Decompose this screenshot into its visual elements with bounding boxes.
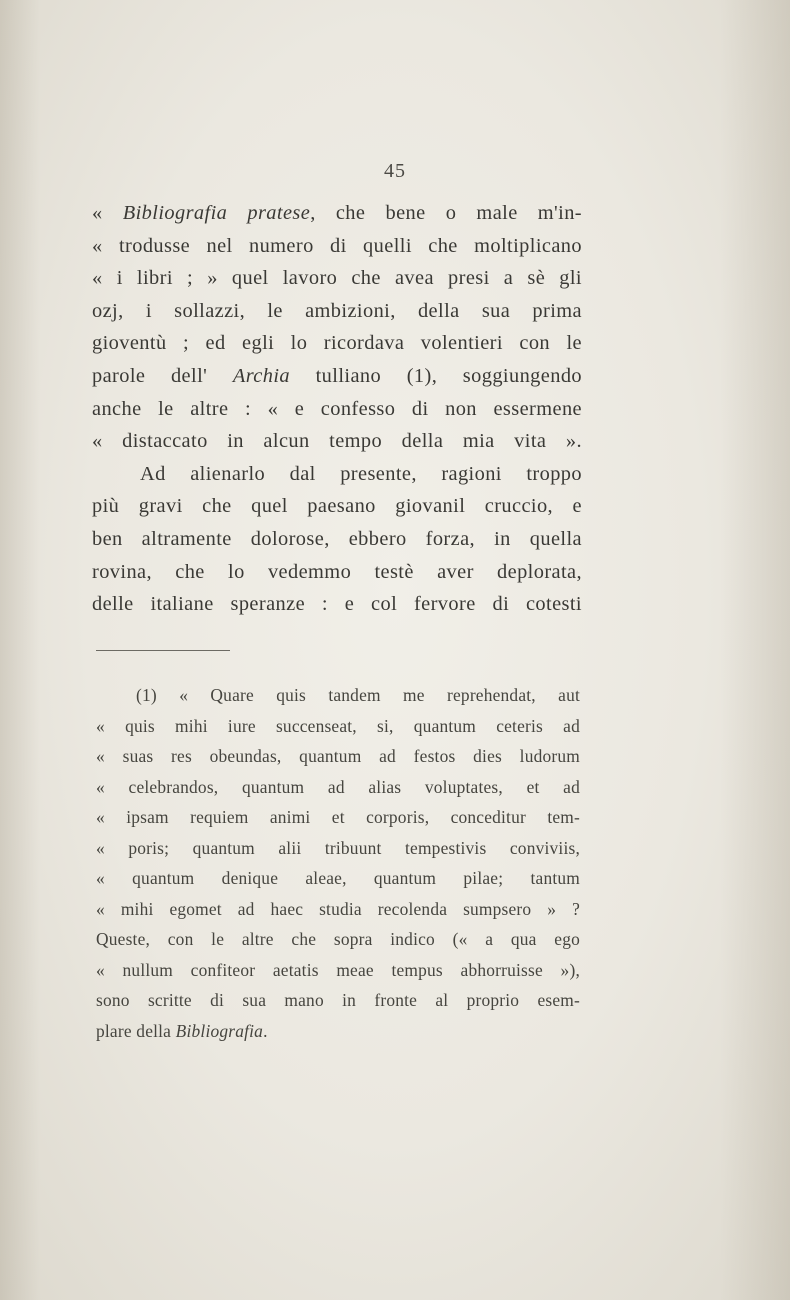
body-line-text: , che bene o male m'in- [310,202,582,224]
body-line: « distaccato in alcun tempo della mia vita ». [92,430,582,453]
body-line: più gravi che quel paesano giovanil cruccio, e [92,495,582,518]
body-line-text: parole dell' [92,364,233,387]
footnote-line: (1) « Quare quis tandem me reprehendat, aut [136,685,580,705]
footnote-line: « poris; quantum alii tribuunt tempestivis conviviis, [96,837,580,858]
footnote-line-last [96,1016,580,1047]
italic-title-bibliografia-pratese: Bibliografia pratese [122,202,311,224]
footnote-line: « nullum confiteor aetatis meae tempus abhorruisse »), [96,959,580,980]
page-shadow-left [0,0,40,1300]
body-line: anche le altre : « e confesso di non essermene [92,397,582,420]
body-line: « i libri ; » quel lavoro che avea presi a sè gli [92,267,582,290]
italic-title-archia: Archia [232,364,290,387]
body-line [92,360,582,393]
body-line-text: « [92,202,123,224]
body-line-text: tulliano (1), soggiungendo [289,364,583,387]
italic-title-bibliografia: Bibliografia [175,1020,264,1041]
footnote-line-text: plare della [96,1020,176,1041]
body-line: gioventù ; ed egli lo ricordava volentieri con le [92,332,582,355]
body-line-paragraph-start: Ad alienarlo dal presente, ragioni troppo [140,462,582,485]
body-line: ozj, i sollazzi, le ambizioni, della sua prima [92,299,582,322]
body-line [92,197,582,230]
footnote [96,680,580,1046]
footnote-line-text: . [263,1020,268,1041]
footnote-line: « ipsam requiem animi et corporis, conceditur tem- [96,807,580,827]
footnote-line: sono scritte di sua mano in fronte al proprio esem- [96,990,580,1010]
body-line: « trodusse nel numero di quelli che moltiplicano [92,234,582,257]
footnote-line: « suas res obeundas, quantum ad festos dies ludorum [96,746,580,766]
body-line: rovina, che lo vedemmo testè aver deplorata, [92,560,582,583]
body-line: ben altramente dolorose, ebbero forza, in quella [92,527,582,550]
footnote-separator-rule [96,650,230,651]
body-line: delle italiane speranze : e col fervore di cotesti [92,593,582,616]
footnote-line: « quis mihi iure succenseat, si, quantum ceteris ad [96,715,580,736]
page-number: 45 [384,160,406,182]
page-shadow-right [720,0,790,1300]
footnote-line: « celebrandos, quantum ad alias voluptates, et ad [96,776,580,797]
body-text [92,197,582,621]
footnote-line: Queste, con le altre che sopra indico (« a qua ego [96,929,580,949]
footnote-line: « mihi egomet ad haec studia recolenda sumpsero » ? [96,898,580,919]
footnote-line: « quantum denique aleae, quantum pilae; tantum [96,868,580,888]
